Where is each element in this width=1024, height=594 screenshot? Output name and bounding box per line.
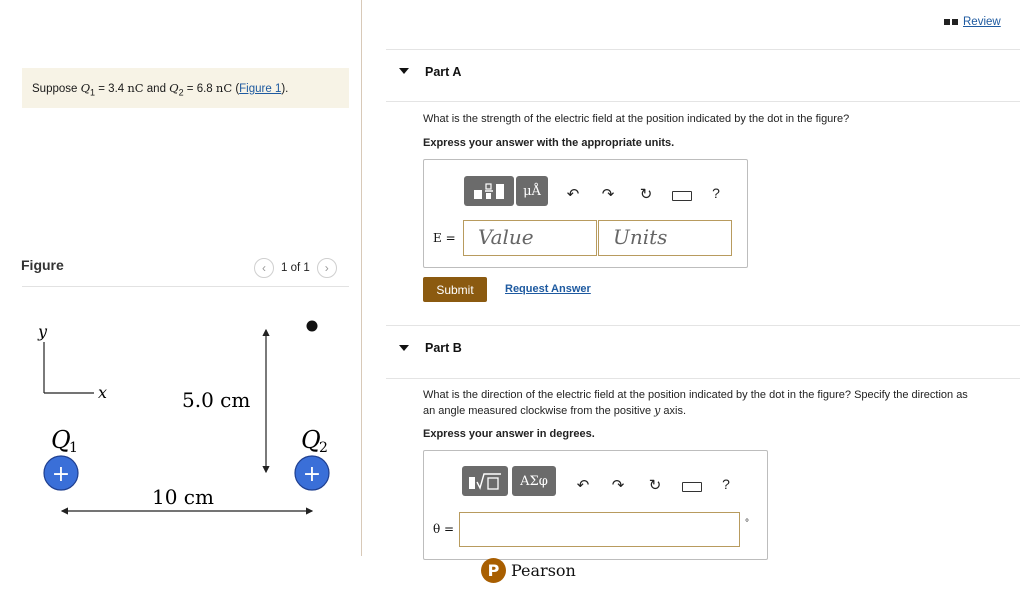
keyboard-icon-b[interactable]	[682, 482, 702, 492]
help-icon-b[interactable]: ?	[722, 476, 730, 492]
chevron-right-icon[interactable]: ›	[317, 258, 337, 278]
field-point-dot	[307, 321, 318, 332]
part-a-instruction: Express your answer with the appropriate units.	[423, 137, 675, 149]
request-answer-link[interactable]: Request Answer	[505, 283, 591, 295]
paren-close: ).	[281, 83, 289, 95]
redo-icon-b[interactable]: ↷	[611, 477, 625, 494]
pearson-logo-icon: P	[481, 558, 506, 583]
q2-label-sub: 2	[319, 440, 328, 456]
pearson-footer	[481, 558, 576, 583]
problem-mid: and	[143, 83, 170, 95]
keyboard-icon[interactable]	[672, 191, 692, 201]
q1-label-sub: 1	[69, 440, 78, 456]
q2-eq: = 6.8	[183, 83, 216, 95]
part-a-head-rule	[386, 101, 1020, 102]
radical-template-icon	[467, 471, 503, 491]
q2-symbol: Q	[169, 81, 179, 95]
q1-label: Q	[51, 426, 71, 454]
y-axis-label: y	[38, 322, 48, 341]
value-input[interactable]: Value	[463, 220, 597, 256]
templates-button[interactable]	[464, 176, 514, 206]
part-b-question-suffix: axis.	[660, 405, 687, 417]
collapse-caret-icon[interactable]	[399, 68, 409, 74]
reset-icon-b[interactable]: ↻	[648, 477, 662, 494]
part-a-header[interactable]	[386, 50, 1020, 102]
help-icon[interactable]: ?	[712, 185, 720, 201]
units-button[interactable]: μÅ	[516, 176, 548, 206]
figure-divider	[22, 286, 349, 287]
q1-eq: = 3.4	[95, 83, 128, 95]
angle-input[interactable]	[459, 512, 740, 547]
part-b-title: Part B	[425, 341, 462, 355]
panel-divider	[361, 0, 362, 556]
part-a-title: Part A	[425, 65, 462, 79]
symbols-button[interactable]: ΑΣφ	[512, 466, 556, 496]
part-b-question	[423, 388, 1020, 419]
units-input[interactable]: Units	[598, 220, 732, 256]
part-a-question: What is the strength of the electric field at the position indicated by the dot in the figure?	[423, 113, 850, 125]
reset-icon[interactable]: ↻	[639, 186, 653, 203]
part-b-question-line2: an angle measured clockwise from the positive	[423, 405, 655, 417]
redo-icon[interactable]: ↷	[601, 186, 615, 203]
fraction-template-icon	[472, 181, 506, 201]
horizontal-distance-label: 10 cm	[152, 485, 214, 509]
part-b-question-line1: What is the direction of the electric field at the position indicated by the dot in the figure? Specify the direction as	[423, 389, 968, 401]
part-a-input-label: E =	[433, 231, 456, 245]
charge-figure	[22, 300, 352, 530]
submit-button[interactable]: Submit	[423, 277, 487, 302]
vertical-distance-label: 5.0 cm	[182, 388, 251, 412]
figure-heading: Figure	[21, 257, 64, 273]
q1-symbol: Q	[80, 81, 91, 95]
degree-unit: °	[745, 518, 749, 529]
part-b-question-var: y	[654, 404, 661, 417]
charge-q1-sign: +	[51, 462, 71, 487]
left-panel	[0, 0, 361, 594]
x-axis-label: x	[98, 383, 108, 402]
collapse-caret-icon-b[interactable]	[399, 345, 409, 351]
chevron-left-icon[interactable]: ‹	[254, 258, 274, 278]
review-link[interactable]	[944, 16, 1001, 28]
undo-icon-b[interactable]: ↶	[576, 477, 590, 494]
part-b-input-label: θ =	[433, 522, 455, 536]
pager-text: 1 of 1	[281, 262, 310, 274]
part-b-head-rule	[386, 378, 1020, 379]
templates-button-b[interactable]	[462, 466, 508, 496]
q2-sub: 2	[178, 87, 184, 98]
part-b-instruction: Express your answer in degrees.	[423, 428, 595, 440]
review-icon	[944, 19, 958, 25]
q2-label: Q	[301, 426, 321, 454]
problem-statement	[22, 68, 349, 108]
q2-unit: nC	[215, 81, 233, 95]
figure-pager	[254, 258, 337, 278]
review-label[interactable]: Review	[963, 16, 1001, 28]
figure-link[interactable]: Figure 1	[239, 83, 282, 95]
charge-q2-sign: +	[302, 462, 322, 487]
q1-sub: 1	[90, 87, 96, 98]
q1-unit: nC	[127, 81, 144, 95]
problem-prefix: Suppose	[32, 83, 81, 95]
part-b-rule	[386, 325, 1020, 326]
undo-icon[interactable]: ↶	[566, 186, 580, 203]
pearson-brand: Pearson	[511, 561, 576, 580]
paren-open: (	[232, 83, 240, 95]
